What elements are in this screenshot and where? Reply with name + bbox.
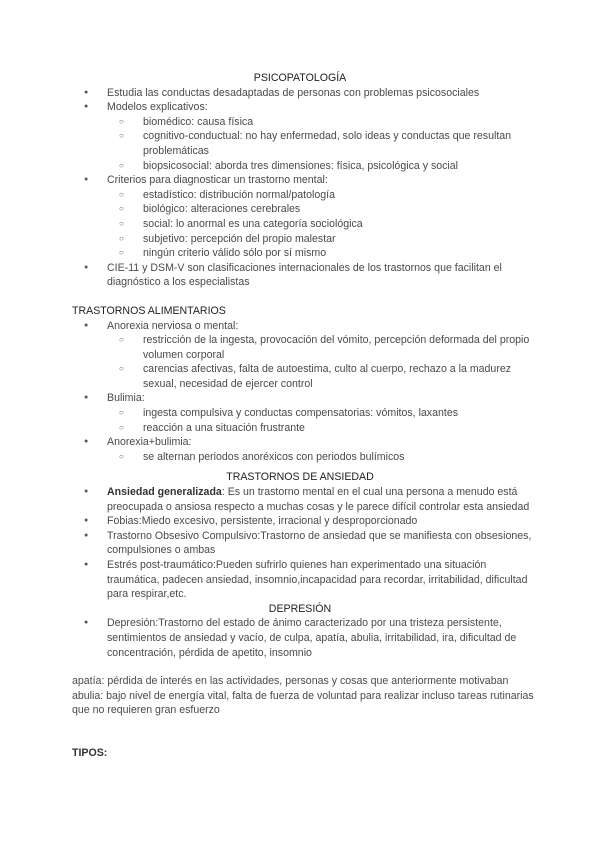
list-item: ● Fobias:Miedo excesivo, persistente, irracional y desproporcionado: [0, 514, 600, 529]
list-item: ● Trastorno Obsesivo Compulsivo:Trastorno de ansiedad que se manifiesta con obsesiones, compulsiones o ambas: [0, 529, 600, 558]
list-item: ● Estudia las conductas desadaptadas de personas con problemas psicosociales: [0, 86, 600, 101]
heading-tipos: TIPOS:: [72, 746, 108, 759]
sub-list-item: ○ ningún criterio válido sólo por sí mismo: [0, 246, 600, 261]
sub-list-item: ○ estadístico: distribución normal/patología: [0, 188, 600, 203]
title-trastornos-ansiedad: TRASTORNOS DE ANSIEDAD: [226, 471, 374, 484]
list-item: ● Anorexia nerviosa o mental:: [0, 319, 600, 334]
definition-apatia: apatía: pérdida de interés en las actividades, personas y cosas que anteriormente motivaban: [72, 675, 509, 688]
sub-list-item: ○ restricción de la ingesta, provocación del vómito, percepción deformada del propio volumen corporal: [0, 333, 600, 362]
list-item: ● Depresión:Trastorno del estado de ánimo caracterizado por una tristeza persistente, sentimientos de ansiedad y vacío, de culpa, apatía, abulia, irritabilidad, ira, dificultad de concentración, pérdida de apetito, insomnio: [0, 616, 600, 660]
sub-list-item: ○ subjetivo: percepción del propio malestar: [0, 232, 600, 247]
list-item: ● Anorexia+bulimia:: [0, 435, 600, 450]
sub-list-item: ○ se alternan periodos anoréxicos con periodos bulímicos: [0, 450, 600, 465]
title-trastornos-alimentarios: TRASTORNOS ALIMENTARIOS: [72, 304, 226, 317]
sub-list-item: ○ cognitivo-conductual: no hay enfermedad, solo ideas y conductas que resultan problemáticas: [0, 129, 600, 158]
list-item: [0, 485, 600, 514]
title-psicopatologia: PSICOPATOLOGÍA: [253, 72, 347, 84]
list-item: ● Modelos explicativos:: [0, 100, 600, 115]
sub-list-item: ○ biomédico: causa física: [0, 115, 600, 130]
sub-list-item: ○ carencias afectivas, falta de autoestima, culto al cuerpo, rechazo a la madurez sexual, necesidad de ejercer control: [0, 362, 600, 391]
sub-list-item: ○ ingesta compulsiva y conductas compensatorias: vómitos, laxantes: [0, 406, 600, 421]
sub-list-item: ○ social: lo anormal es una categoría sociológica: [0, 217, 600, 232]
list-item: ● Bulimia:: [0, 391, 600, 406]
list-item: ● Estrés post-traumático:Pueden sufrirlo quienes han experimentado una situación traumática, padecen ansiedad, insomnio,incapacidad para recordar, irritabilidad, dificultad para respirar,etc.: [0, 558, 600, 602]
sub-list-item: ○ biológico: alteraciones cerebrales: [0, 202, 600, 217]
term-definition: : Es un trastorno mental en el cual una persona a menudo está preocupada o ansiosa respecto a muchas cosas y le parece difícil controlar esta ansiedad: [107, 486, 530, 513]
title-depresion: DEPRESIÓN: [268, 602, 332, 615]
list-item: ● CIE-11 y DSM-V son clasificaciones internacionales de los trastornos que facilitan el diagnóstico a los especialistas: [0, 261, 600, 290]
definition-abulia: abulia: bajo nivel de energía vital, falta de fuerza de voluntad para realizar incluso tareas rutinarias que no requieren gran esfuerzo: [72, 689, 534, 717]
list-item: ● Criterios para diagnosticar un trastorno mental:: [0, 173, 600, 188]
sub-list-item: ○ biopsicosocial: aborda tres dimensiones: física, psicológica y social: [0, 159, 600, 174]
sub-list-item: ○ reacción a una situación frustrante: [0, 421, 600, 436]
bold-term: Ansiedad generalizada: [107, 486, 222, 499]
